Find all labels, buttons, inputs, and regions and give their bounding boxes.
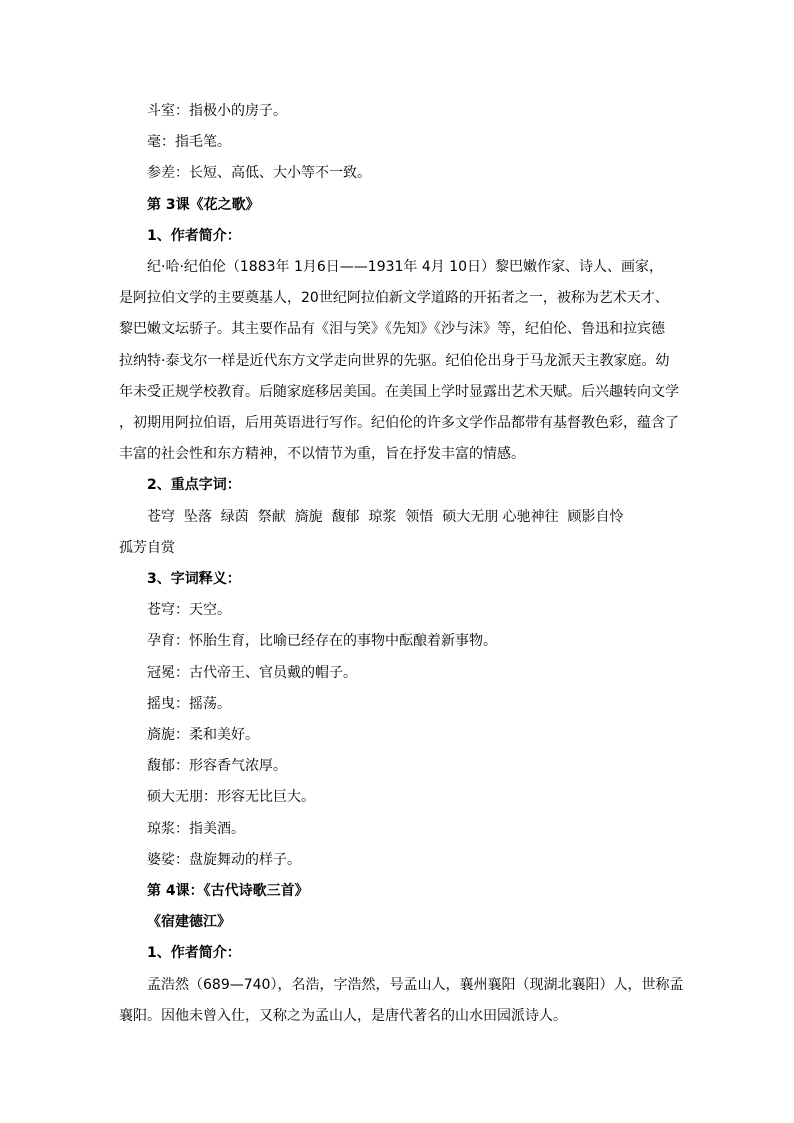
author-paragraph-line: 丰富的社会性和东方精神，不以情节为重，旨在抒发丰富的情感。 — [119, 446, 525, 463]
definition-item: 旖旎：柔和美好。 — [147, 727, 259, 744]
author-paragraph-line: 孟浩然（689—740），名浩，字浩然，号孟山人，襄州襄阳（现湖北襄阳）人，世称孟 — [147, 976, 684, 993]
section-definitions-title: 3、字词释义： — [147, 571, 241, 588]
definition-item: 琼浆：指美酒。 — [147, 820, 245, 837]
definition-item: 摇曳：摇荡。 — [147, 695, 231, 712]
definition-item: 馥郁：形容香气浓厚。 — [147, 758, 287, 775]
definition-item: 婆娑：盘旋舞动的样子。 — [147, 851, 301, 868]
author-paragraph-line: 黎巴嫩文坛骄子。其主要作品有《泪与笑》《先知》《沙与沫》等，纪伯伦、鲁迅和拉宾德 — [119, 321, 665, 338]
key-words-line: 苍穹 坠落 绿茵 祭献 旖旎 馥郁 琼浆 领悟 硕大无朋 心驰神往 顾影自怜 — [147, 508, 624, 525]
author-paragraph-line: 年未受正规学校教育。后随家庭移居美国。在美国上学时显露出艺术天赋。后兴趣转向文学 — [119, 383, 679, 400]
author-paragraph-line: 拉纳特·泰戈尔一样是近代东方文学走向世界的先驱。纪伯伦出身于马龙派天主教家庭。幼 — [119, 352, 670, 369]
section-author-title: 1、作者简介： — [147, 227, 241, 244]
definition-item: 孕育：怀胎生育，比喻已经存在的事物中酝酿着新事物。 — [147, 633, 497, 650]
author-paragraph-line: 襄阳。因他未曾入仕，又称之为孟山人，是唐代著名的山水田园派诗人。 — [119, 1007, 567, 1024]
lesson-4-title: 第 4课：《古代诗歌三首》 — [147, 883, 309, 900]
text-line: 毫：指毛笔。 — [147, 134, 231, 151]
text-line: 参差：长短、高低、大小等不一致。 — [147, 165, 371, 182]
author-paragraph-line: 是阿拉伯文学的主要奠基人，20世纪阿拉伯新文学道路的开拓者之一，被称为艺术天才、 — [119, 290, 669, 307]
section-key-words-title: 2、重点字词： — [147, 477, 241, 494]
author-paragraph-line: 纪·哈·纪伯伦（1883年 1月6日——1931年 4月 10日）黎巴嫩作家、诗人、画家， — [147, 259, 664, 276]
poem-title: 《宿建德江》 — [147, 914, 231, 931]
text-line: 斗室：指极小的房子。 — [147, 103, 287, 119]
key-words-line: 孤芳自赏 — [119, 539, 175, 556]
definition-item: 冠冕：古代帝王、官员戴的帽子。 — [147, 664, 357, 681]
lesson-3-title: 第 3课《花之歌》 — [147, 196, 260, 213]
definition-item: 硕大无朋：形容无比巨大。 — [147, 789, 315, 806]
section-author-title: 1、作者简介： — [147, 945, 241, 962]
definition-item: 苍穹：天空。 — [147, 602, 231, 619]
author-paragraph-line: ，初期用阿拉伯语，后用英语进行写作。纪伯伦的许多文学作品都带有基督教色彩，蕴含了 — [119, 415, 679, 432]
